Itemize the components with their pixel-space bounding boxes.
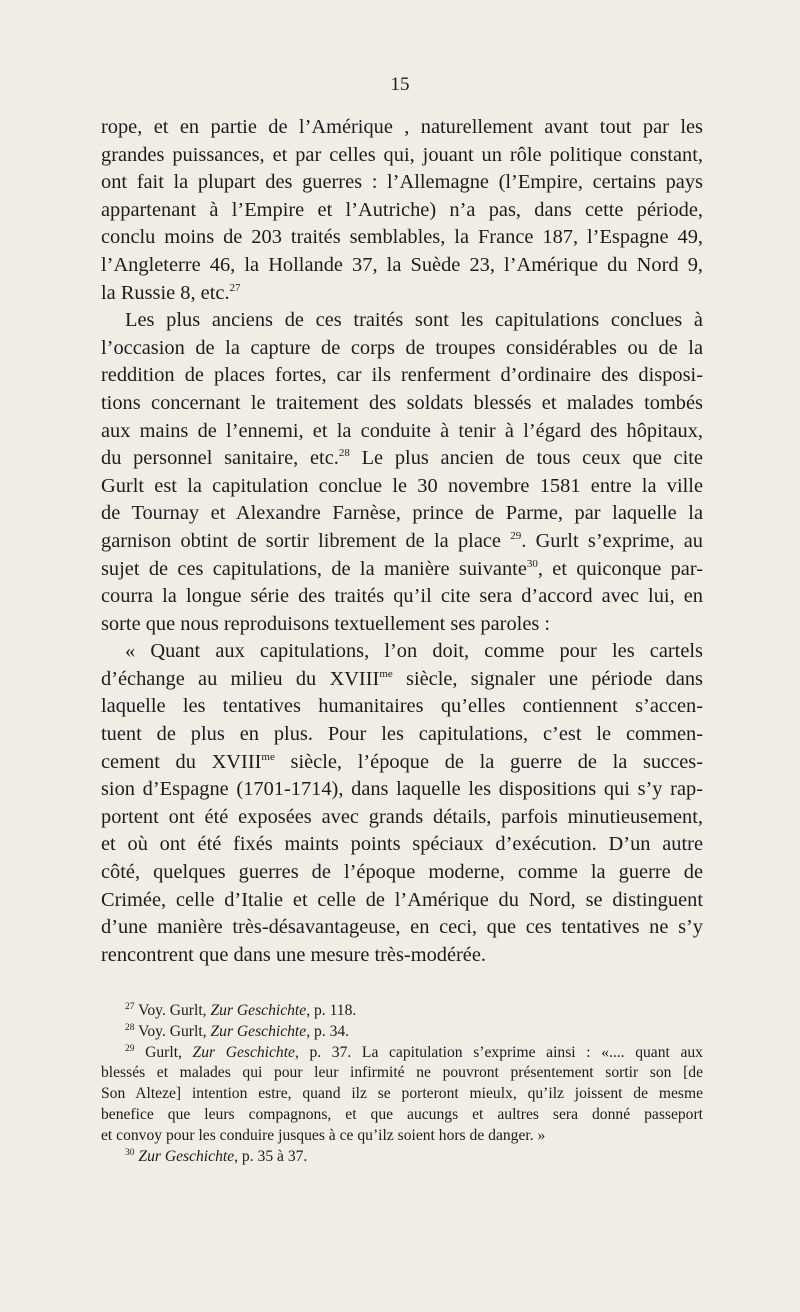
footnote-line — [101, 1001, 703, 1022]
text-line — [101, 445, 703, 473]
text-run: sion d’Espagne (1701-1714), dans laquelle les dispositions qui s’y rap- — [101, 778, 703, 801]
footnote-line — [101, 1063, 703, 1084]
footnote-line — [101, 1084, 703, 1105]
text-run: la Russie 8, etc. — [101, 281, 230, 304]
text-run: , et quiconque par- — [537, 557, 703, 580]
note-reference: 29 — [125, 1043, 135, 1054]
text-run: . Gurlt s’exprime, au — [521, 529, 704, 552]
book-title: Zur Geschichte — [138, 1147, 235, 1165]
note-reference: 27 — [125, 1001, 135, 1012]
text-run: Le plus ancien de tous ceux que cite — [349, 447, 703, 470]
text-run: courra la longue série des traités qu’il cite sera d’accord avec lui, en — [101, 585, 703, 608]
text-line — [101, 307, 703, 335]
book-title: Zur Geschichte — [210, 1002, 307, 1019]
text-line — [101, 500, 703, 528]
text-line — [101, 859, 703, 887]
text-line — [101, 776, 703, 804]
text-line — [101, 942, 703, 970]
text-run: conclu moins de 203 traités semblables, la France 187, l’Espagne 49, — [101, 226, 703, 249]
text-line — [101, 666, 703, 694]
text-run: reddition de places fortes, car ils renferment d’ordinaire des disposi- — [101, 364, 703, 387]
text-run: appartenant à l’Empire et l’Autriche) n’a pas, dans cette période, — [101, 198, 703, 221]
text-run: « Quant aux capitulations, l’on doit, comme pour les cartels — [125, 640, 703, 663]
text-line — [101, 721, 703, 749]
text-run: l’Angleterre 46, la Hollande 37, la Suède 23, l’Amérique du Nord 9, — [101, 253, 703, 276]
note-reference: me — [379, 668, 393, 681]
text-line — [101, 638, 703, 666]
text-run: , p. 37. La capitulation s’exprime ainsi : «.... quant aux — [294, 1043, 703, 1061]
text-run: rencontrent que dans une mesure très-modérée. — [101, 943, 486, 966]
footnotes — [101, 1001, 703, 1167]
text-run: Voy. Gurlt, — [134, 1022, 211, 1040]
text-run: Gurlt, — [134, 1043, 193, 1061]
text-run: , p. 34. — [306, 1022, 350, 1040]
text-run: benefice que leurs compagnons, et que aucungs et aultres sera donné passeport — [101, 1105, 703, 1123]
text-line — [101, 224, 703, 252]
text-run: d’échange au milieu du XVIII — [101, 667, 380, 690]
text-run: siècle, signaler une période dans — [392, 667, 703, 690]
text-run: de Tournay et Alexandre Farnèse, prince de Parme, par laquelle la — [101, 502, 703, 525]
text-line — [101, 693, 703, 721]
note-reference: 27 — [229, 281, 241, 294]
footnote-line — [101, 1043, 703, 1064]
note-reference: 30 — [125, 1147, 135, 1158]
footnote-line — [101, 1126, 703, 1147]
note-reference: 28 — [338, 447, 350, 460]
text-run: garnison obtint de sortir librement de la place — [101, 529, 511, 552]
text-line — [101, 418, 703, 446]
book-title: Zur Geschichte — [210, 1022, 307, 1040]
text-line — [101, 335, 703, 363]
text-run: Gurlt est la capitulation conclue le 30 novembre 1581 entre la ville — [101, 474, 703, 497]
text-run: du personnel sanitaire, etc. — [101, 447, 339, 470]
text-line — [101, 169, 703, 197]
book-title: Zur Geschichte — [192, 1043, 295, 1061]
text-run: portent ont été exposées avec grands détails, parfois minutieusement, — [101, 805, 703, 828]
text-line — [101, 887, 703, 915]
text-line — [101, 804, 703, 832]
text-run: ont fait la plupart des guerres : l’Allemagne (l’Empire, certains pays — [101, 171, 703, 194]
text-line — [101, 390, 703, 418]
text-line — [101, 142, 703, 170]
text-line — [101, 914, 703, 942]
text-run: , p. 118. — [306, 1002, 357, 1019]
footnote-line — [101, 1147, 703, 1168]
text-run: , p. 35 à 37. — [234, 1147, 308, 1165]
footnote-line — [101, 1105, 703, 1126]
text-run: côté, quelques guerres de l’époque moderne, comme la guerre de — [101, 861, 703, 884]
text-line — [101, 749, 703, 777]
text-run: Crimée, celle d’Italie et celle de l’Amérique du Nord, se distinguent — [101, 888, 703, 911]
text-run: Son Alteze] intention estre, quand ilz se porteront mieulx, qu’ilz joissent de mesme — [101, 1085, 703, 1103]
text-line — [101, 114, 703, 142]
text-line — [101, 583, 703, 611]
text-line — [101, 831, 703, 859]
text-run: rope, et en partie de l’Amérique , naturellement avant tout par les — [101, 116, 703, 138]
text-run: sujet de ces capitulations, de la manière suivante — [101, 557, 527, 580]
text-run: laquelle les tentatives humanitaires qu’elles contiennent s’accen- — [101, 695, 703, 718]
page-number: 15 — [390, 74, 410, 95]
text-line — [101, 611, 703, 639]
text-run: et où ont été fixés maints points spéciaux d’exécution. D’un autre — [101, 833, 703, 856]
text-line — [101, 362, 703, 390]
text-run: Les plus anciens de ces traités sont les capitulations conclues à — [125, 309, 703, 332]
footnote-line — [101, 1022, 703, 1043]
text-line — [101, 280, 703, 308]
text-line — [101, 252, 703, 280]
note-reference: me — [261, 750, 275, 763]
note-reference: 28 — [125, 1022, 135, 1033]
note-reference: 29 — [510, 530, 522, 543]
text-line — [101, 556, 703, 584]
text-run: grandes puissances, et par celles qui, jouant un rôle politique constant, — [101, 143, 703, 166]
text-run: sorte que nous reproduisons textuellement ses paroles : — [101, 612, 551, 635]
text-run: Voy. Gurlt, — [134, 1002, 211, 1019]
text-run: tions concernant le traitement des soldats blessés et malades tombés — [101, 391, 703, 414]
text-run: tuent de plus en plus. Pour les capitulations, c’est le commen- — [101, 723, 703, 746]
text-run: et convoy pour les conduire jusques à ce qu’ilz soient hors de danger. » — [101, 1126, 546, 1144]
note-reference: 30 — [526, 557, 538, 570]
text-run: l’occasion de la capture de corps de troupes considérables ou de la — [101, 336, 703, 359]
text-run: aux mains de l’ennemi, et la conduite à tenir à l’égard des hôpitaux, — [101, 419, 703, 442]
text-line — [101, 197, 703, 225]
text-run: siècle, l’époque de la guerre de la succes- — [274, 750, 703, 773]
text-run: d’une manière très-désavantageuse, en ceci, que ces tentatives ne s’y — [101, 916, 703, 939]
text-run: blessés et malades qui pour leur infirmité ne pouvront présentement sortir son [de — [101, 1064, 703, 1082]
text-line — [101, 528, 703, 556]
text-run: cement du XVIII — [101, 750, 262, 773]
text-line — [101, 473, 703, 501]
main-text — [101, 114, 703, 969]
